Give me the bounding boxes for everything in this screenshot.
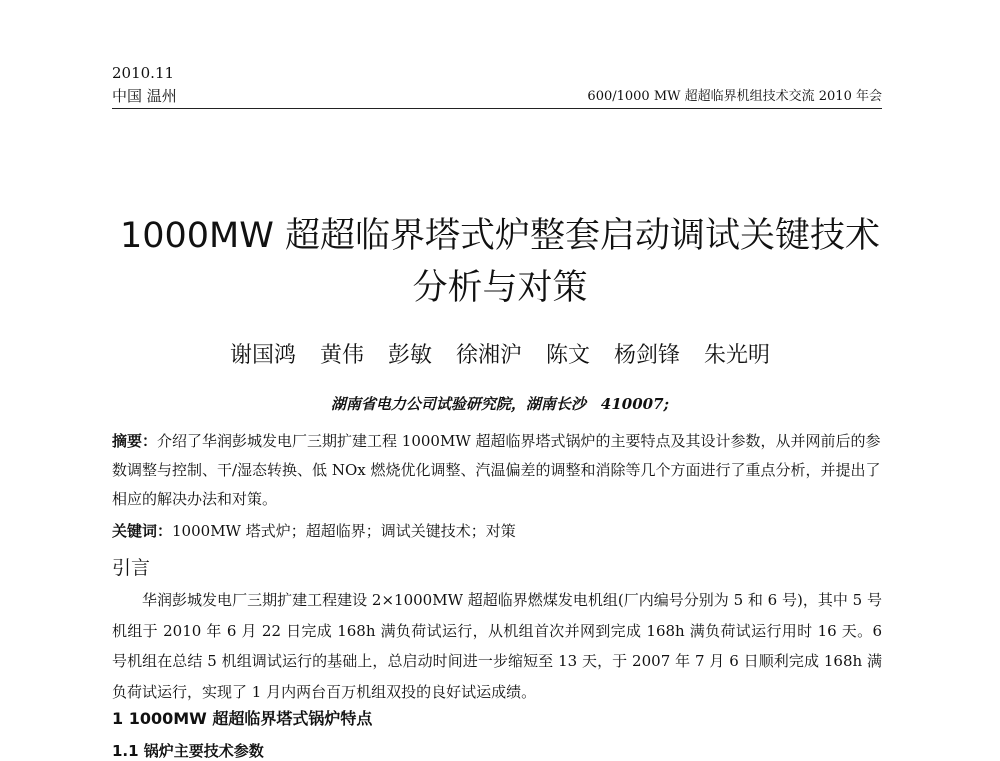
author: 杨剑锋 [614,343,681,368]
author: 黄伟 [319,343,364,368]
title-line-1: 1000MW 超超临界塔式炉整套启动调试关键技术 [119,216,880,256]
abstract-label: 摘要： [112,432,158,450]
section-1-heading: 1 1000MW 超超临界塔式锅炉特点 [112,709,373,728]
paper-title [0,210,1000,314]
abstract [112,427,882,514]
abstract-text: 介绍了华润彭城发电厂三期扩建工程 1000MW 超超临界塔式锅炉的主要特点及其设计参数，从并网前后的参数调整与控制、干/湿态转换、低 NOx 燃烧优化调整、汽温偏差的调整和消除等几个方面进行了重点分析，并提出了相应的解决办法和对策。 [112,432,881,508]
header-date: 2010.11 [112,64,175,82]
header-location: 中国 温州 [112,87,177,105]
author: 谢国鸿 [229,343,296,368]
intro-text: 华润彭城发电厂三期扩建工程建设 2×1000MW 超超临界燃煤发电机组(厂内编号分别为 5 和 6 号)，其中 5 号机组于 2010 年 6 月 22 日完成 168h 满负荷试运行，从机组首次并网到完成 168h 满负荷试运行用时 16 天。6 号机组在总结 5 机组调试运行的基础上，总启动时间进一步缩短至 13 天，于 2007 年 7 月 6 日顺利完成 168h 满负荷试运行，实现了 1 月内两台百万机组双投的良好试运成绩。 [112,591,882,701]
author: 朱光明 [704,343,771,368]
header-left [112,62,177,108]
author: 陈文 [546,343,591,368]
intro-heading: 引言 [112,557,151,579]
author-list [0,338,1000,369]
keywords [112,519,882,543]
header-rule [112,108,882,109]
keywords-text: 1000MW 塔式炉；超超临界；调试关键技术；对策 [172,522,516,540]
keywords-label: 关键词： [112,522,173,540]
author: 徐湘沪 [455,343,522,368]
header-conference: 600/1000 MW 超超临界机组技术交流 2010 年会 [587,89,882,104]
title-line-2: 分析与对策 [412,268,588,308]
section-1-1-heading: 1.1 锅炉主要技术参数 [112,742,264,760]
author: 彭敏 [387,343,432,368]
affiliation: 湖南省电力公司试验研究院，湖南长沙 410007; [330,395,670,413]
intro-paragraph [112,585,882,707]
